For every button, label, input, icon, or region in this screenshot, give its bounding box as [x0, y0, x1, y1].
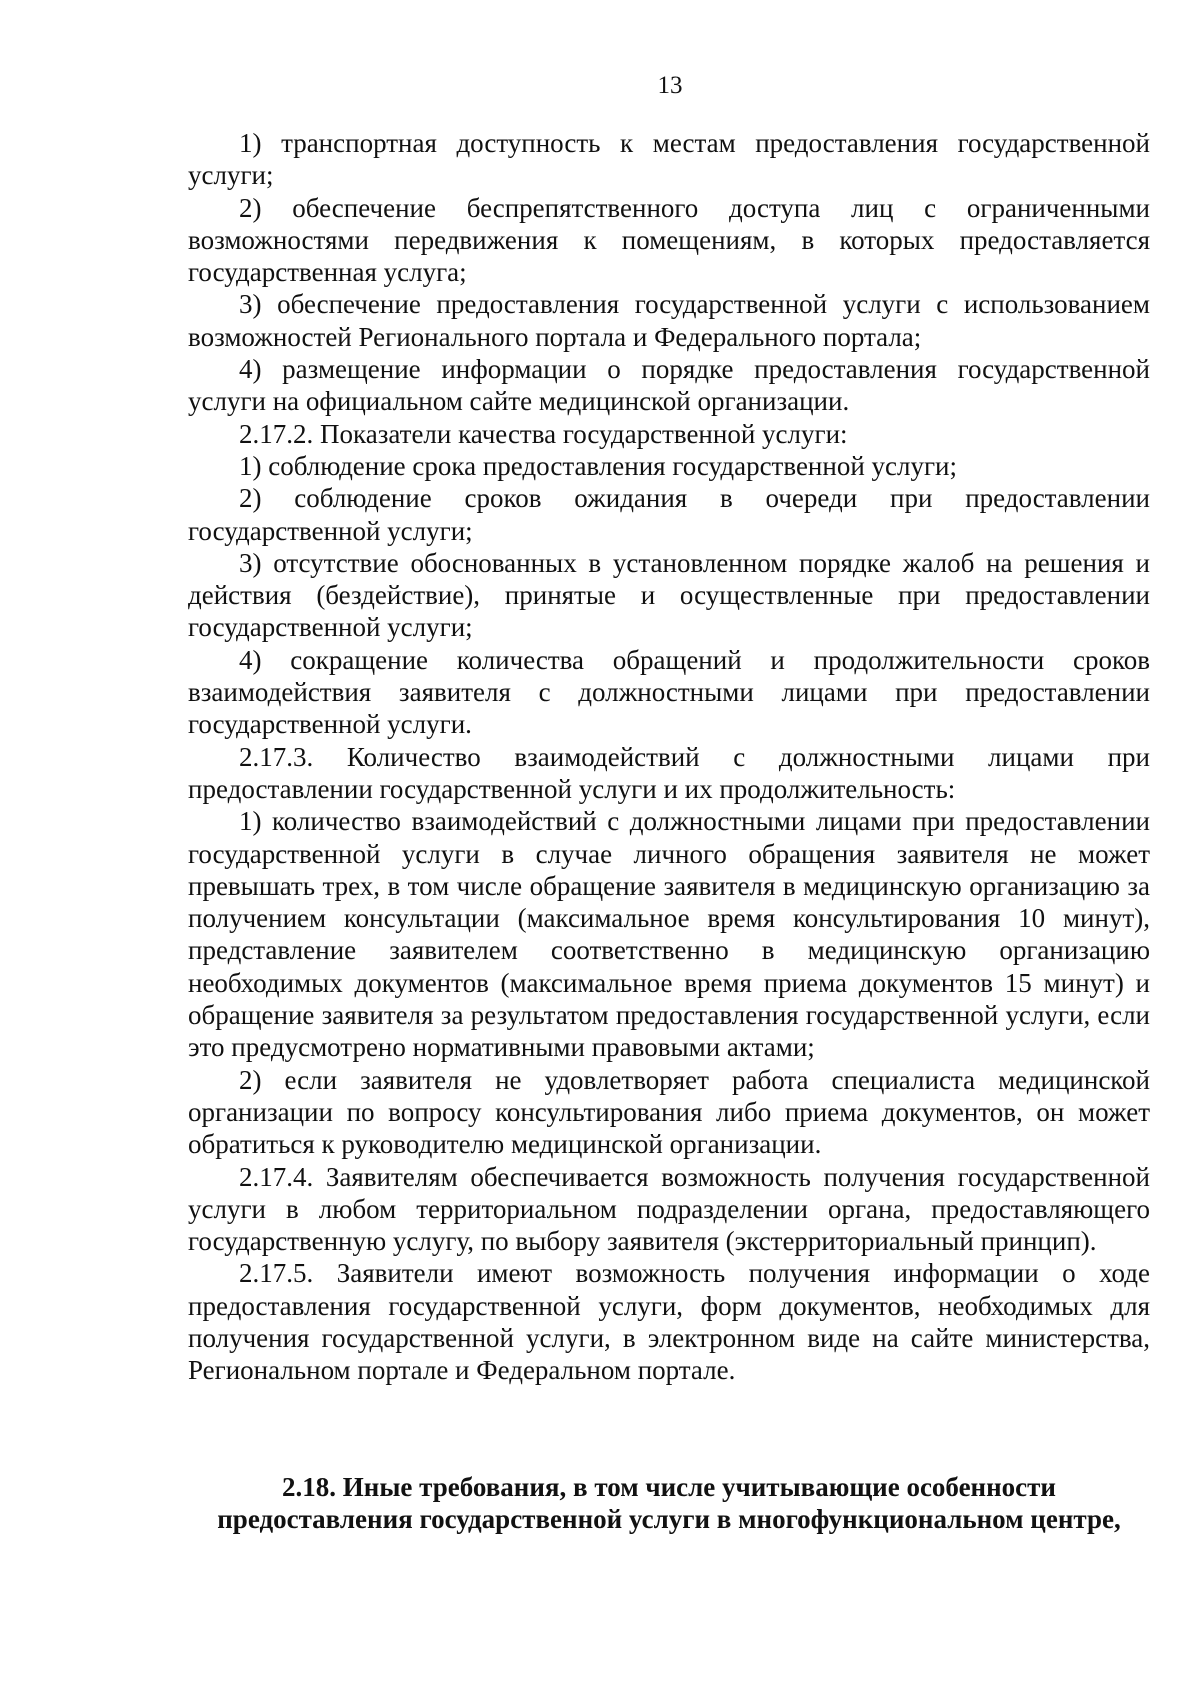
paragraph-10: 2.17.3. Количество взаимодействий с должностными лицами при предоставлении государственной услуги и их продолжительность: — [188, 741, 1150, 804]
paragraph-3: 3) обеспечение предоставления государственной услуги с использованием возможностей Регионального портала и Федерального портала; — [188, 289, 1150, 352]
paragraph-13: 2.17.4. Заявителям обеспечивается возможность получения государственной услуги в любом территориальном подразделении органа, предоставляющего государственную услугу, по выбору заявителя (экстерриториальный принцип). — [188, 1161, 1150, 1257]
paragraph-12: 2) если заявителя не удовлетворяет работа специалиста медицинской организации по вопросу консультирования либо приема документов, он может обратиться к руководителю медицинской организации. — [188, 1064, 1150, 1160]
paragraph-6: 1) соблюдение срока предоставления государственной услуги; — [239, 450, 958, 481]
paragraph-5: 2.17.2. Показатели качества государственной услуги: — [239, 418, 848, 449]
paragraph-1: 1) транспортная доступность к местам предоставления государственной услуги; — [188, 128, 1150, 191]
paragraph-9: 4) сокращение количества обращений и продолжительности сроков взаимодействия заявителя с должностными лицами при предоставлении государственной услуги. — [188, 644, 1150, 740]
paragraph-11: 1) количество взаимодействий с должностными лицами при предоставлении государственной услуги в случае личного обращения заявителя не может превышать трех, в том числе обращение заявителя в медицинскую организацию за получением консультации (максимальное время консультирования 10 минут), представление заявителем соответственно в медицинскую организацию необходимых документов (максимальное время приема документов 15 минут) и обращение заявителя за результатом предоставления государственной услуги, если это предусмотрено нормативными правовыми актами; — [188, 806, 1150, 1063]
section-heading — [188, 1471, 1150, 1536]
paragraph-7: 2) соблюдение сроков ожидания в очереди при предоставлении государственной услуги; — [188, 483, 1150, 546]
page-number: 13 — [657, 72, 683, 99]
paragraph-4: 4) размещение информации о порядке предоставления государственной услуги на официальном сайте медицинской организации. — [188, 354, 1150, 417]
paragraph-14: 2.17.5. Заявители имеют возможность получения информации о ходе предоставления государственной услуги, форм документов, необходимых для получения государственной услуги, в электронном виде на сайте министерства, Региональном портале и Федеральном портале. — [188, 1258, 1150, 1386]
document-body — [188, 127, 1150, 1387]
section-heading-line-2: предоставления государственной услуги в многофункциональном центре, — [217, 1504, 1121, 1535]
paragraph-2: 2) обеспечение беспрепятственного доступа лиц с ограниченными возможностями передвижения к помещениям, в которых предоставляется государственная услуга; — [188, 192, 1150, 288]
section-heading-line-1: 2.18. Иные требования, в том числе учитывающие особенности — [282, 1472, 1056, 1502]
paragraph-8: 3) отсутствие обоснованных в установленном порядке жалоб на решения и действия (бездействие), принятые и осуществленные при предоставлении государственной услуги; — [188, 547, 1150, 643]
